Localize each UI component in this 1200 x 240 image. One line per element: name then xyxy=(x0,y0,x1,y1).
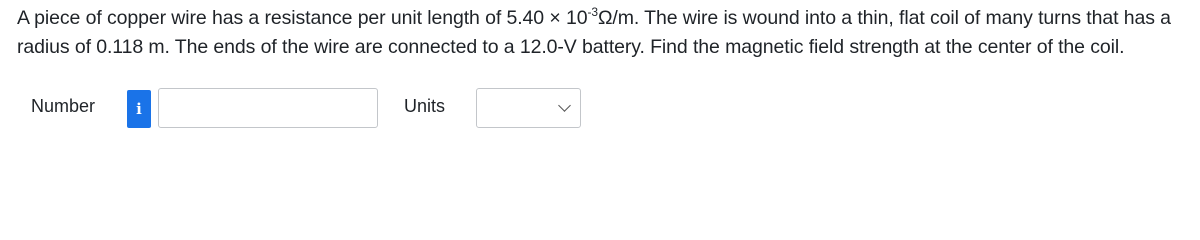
info-icon[interactable]: i xyxy=(127,90,151,128)
chevron-down-icon xyxy=(558,99,571,112)
question-text-part-2: Ω/m. The wire is wound into a thin, flat coil of many turns that has a radius of 0.118 m. The ends of the wire are connected to a 12.0-V battery. Find the magnetic field strength at the center of the coil. xyxy=(17,7,1171,58)
number-label: Number xyxy=(31,96,96,116)
exponent: -3 xyxy=(587,4,598,19)
number-input[interactable] xyxy=(158,88,378,128)
question-text xyxy=(17,4,1192,62)
units-label: Units xyxy=(404,96,446,116)
answer-row xyxy=(0,86,1200,130)
question-text-part-1: A piece of copper wire has a resistance per unit length of 5.40 × 10 xyxy=(17,7,588,29)
units-select[interactable] xyxy=(476,88,581,128)
